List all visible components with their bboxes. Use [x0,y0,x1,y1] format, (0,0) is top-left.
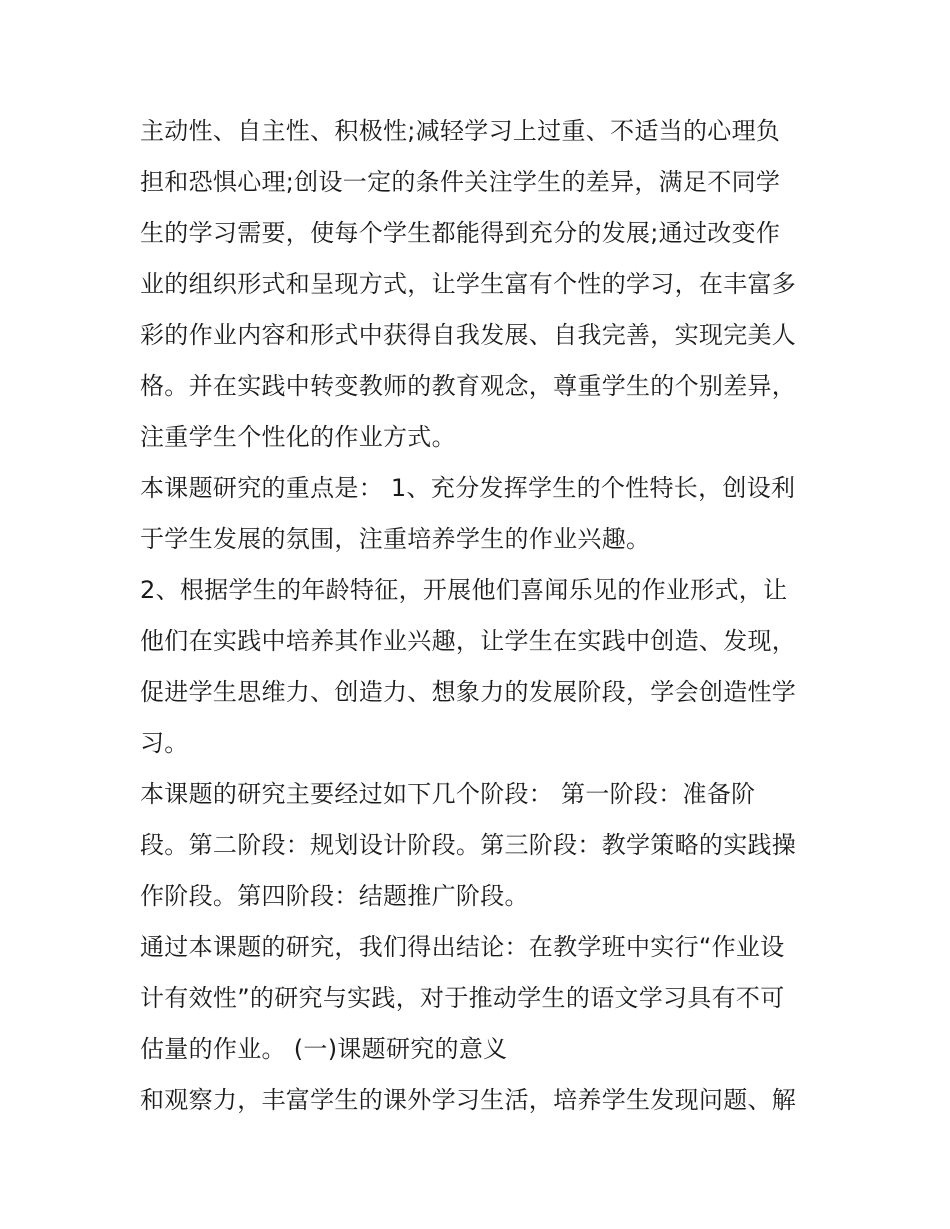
text-line: 格。并在实践中转变教师的教育观念，尊重学生的个别差异， [140,372,797,400]
text-line: 和观察力，丰富学生的课外学习生活，培养学生发现问题、解 [140,1086,797,1114]
text-line: 段。第二阶段：规划设计阶段。第三阶段：教学策略的实践操 [140,831,797,859]
text-line: 他们在实践中培养其作业兴趣，让学生在实践中创造、发现， [140,627,797,655]
text-line: 担和恐惧心理;创设一定的条件关注学生的差异，满足不同学 [140,168,781,196]
text-line: 本课题研究的重点是： 1、充分发挥学生的个性特长，创设利 [140,474,796,502]
text-line: 通过本课题的研究，我们得出结论：在教学班中实行“作业设 [140,933,785,961]
text-line: 2、根据学生的年龄特征，开展他们喜闻乐见的作业形式，让 [140,576,788,604]
text-line: 主动性、自主性、积极性;减轻学习上过重、不适当的心理负 [140,117,781,145]
text-line: 本课题的研究主要经过如下几个阶段： 第一阶段：准备阶 [140,780,756,808]
text-line: 作阶段。第四阶段：结题推广阶段。 [140,882,529,910]
text-line: 于学生发展的氛围，注重培养学生的作业兴趣。 [140,525,651,553]
text-line: 计有效性”的研究与实践，对于推动学生的语文学习具有不可 [140,984,785,1012]
text-line: 业的组织形式和呈现方式，让学生富有个性的学习，在丰富多 [140,270,797,298]
text-line: 估量的作业。 (一)课题研究的意义 [140,1035,508,1063]
text-line: 习。 [140,729,189,757]
text-line: 生的学习需要，使每个学生都能得到充分的发展;通过改变作 [140,219,781,247]
text-line: 促进学生思维力、创造力、想象力的发展阶段，学会创造性学 [140,678,797,706]
text-line: 彩的作业内容和形式中获得自我发展、自我完善，实现完美人 [140,321,797,349]
text-line: 注重学生个性化的作业方式。 [140,423,456,451]
